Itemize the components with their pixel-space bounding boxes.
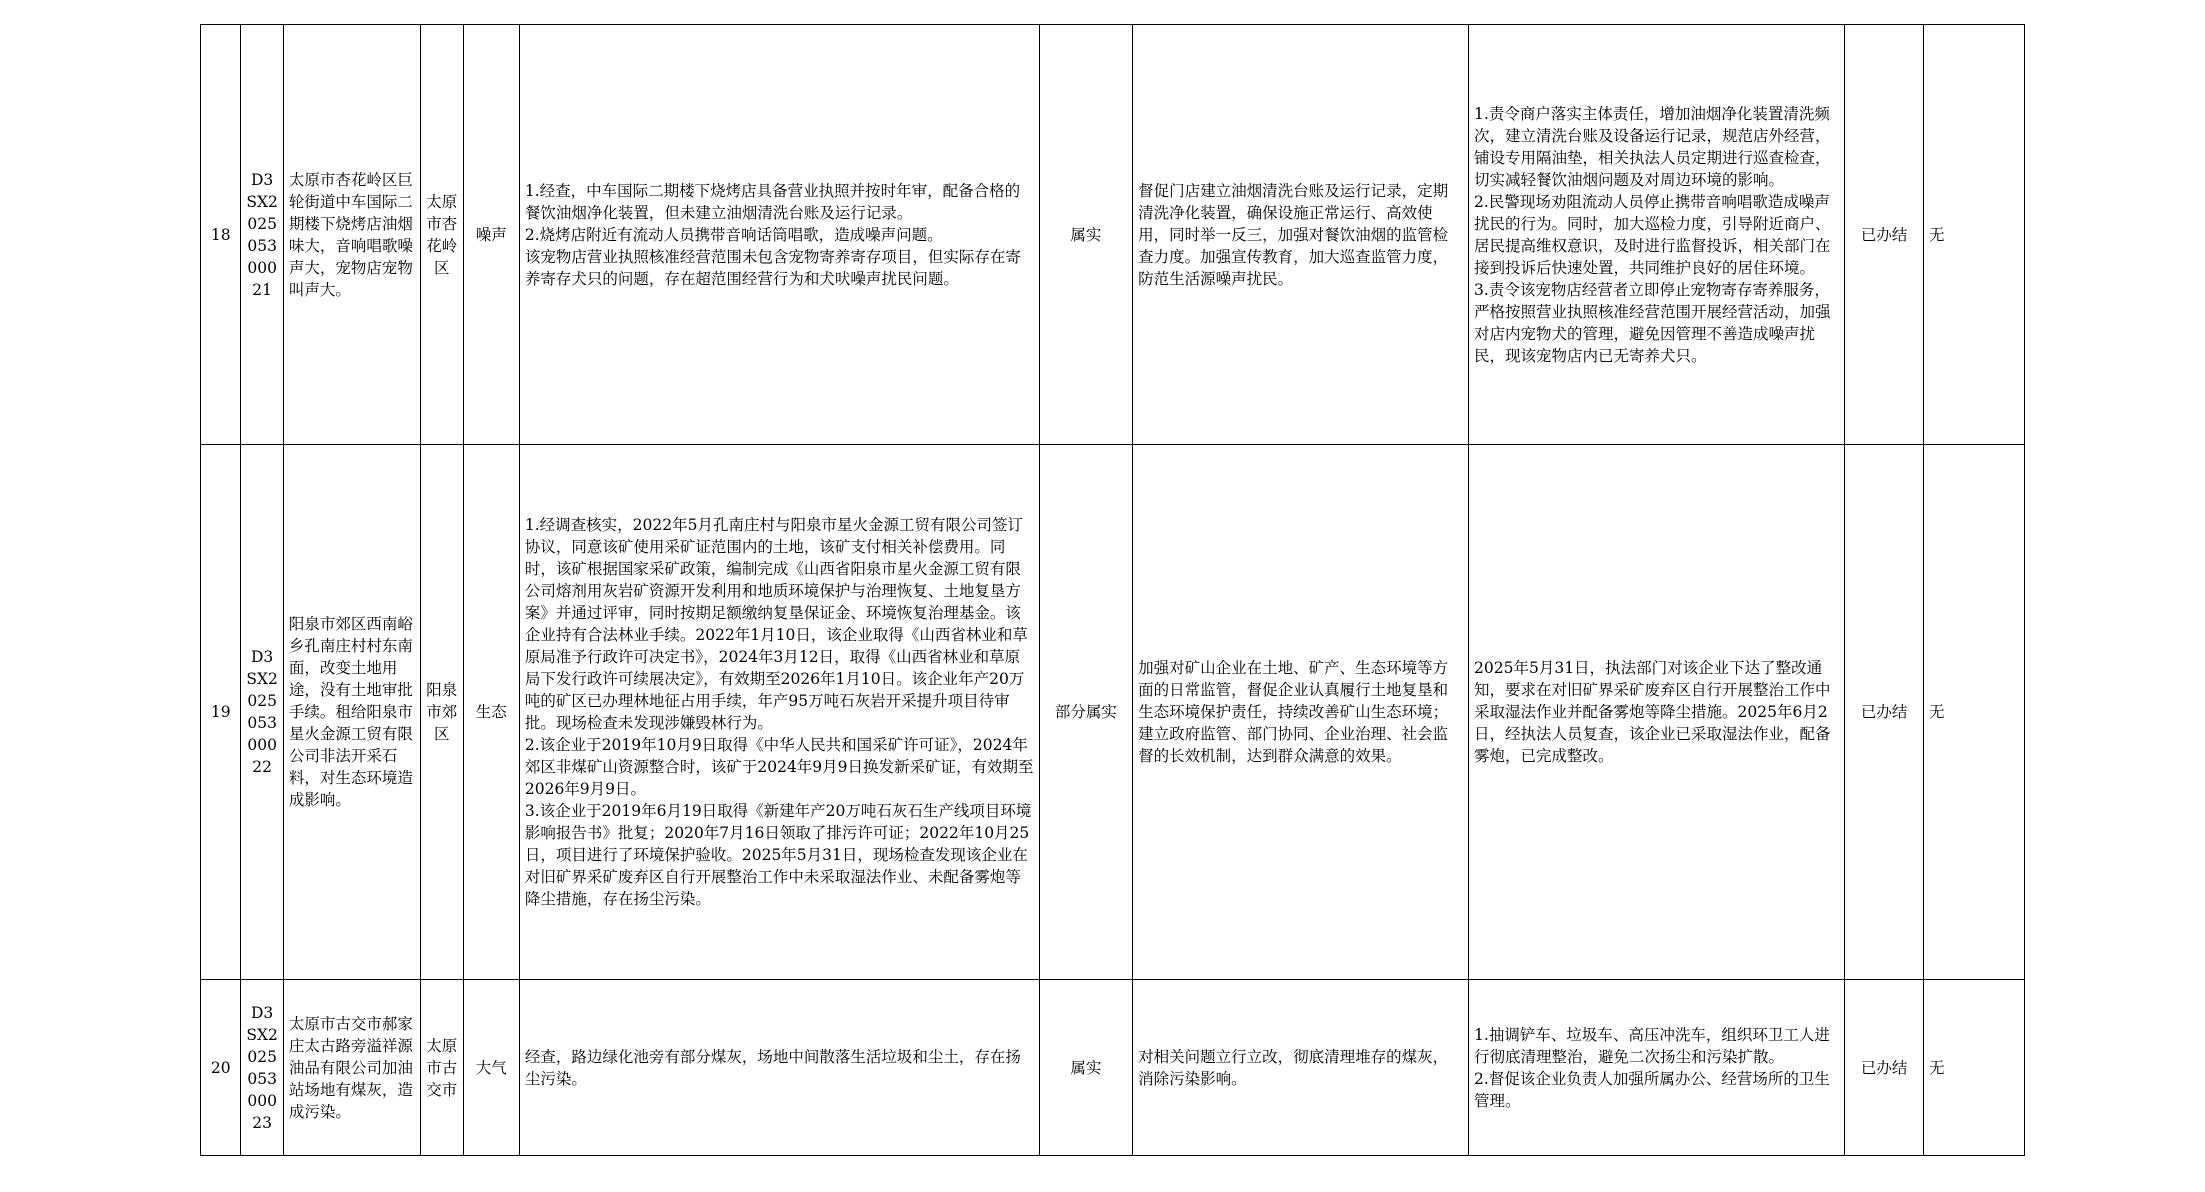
findings-paragraph: 该宠物店营业执照核准经营范围未包含宠物寄养寄存项目，但实际存在寄养寄存犬只的问题，存在超范围经营行为和犬吠噪声扰民问题。: [524, 247, 1021, 288]
district-cell: 阳泉市郊区: [421, 445, 464, 980]
findings-paragraph: 3.该企业于2019年6月19日取得《新建年产20万吨石灰石生产线项目环境影响报告书》批复；2020年7月16日领取了排污许可证；2022年10月25日，项目进行了环境保护验收。2025年5月31日，现场检查发现该企业在对旧矿界采矿废弃区自行开展整治工作中未采取湿法作业、未配备雾炮等降尘措施，存在扬尘污染。: [524, 802, 1032, 908]
case-code-cell: D3SX202505300022: [241, 445, 284, 980]
category-cell: 噪声: [463, 25, 519, 445]
rectification-cell: [1469, 980, 1845, 1156]
case-code-cell: D3SX202505300023: [241, 980, 284, 1156]
seq-cell: 18: [201, 25, 241, 445]
rectification-paragraph: 1.抽调铲车、垃圾车、高压冲洗车，组织环卫工人进行彻底清理整治，避免二次扬尘和污染扩散。: [1474, 1025, 1830, 1066]
complaint-table: [200, 24, 2025, 1156]
status-cell: 已办结: [1845, 25, 1924, 445]
rectification-paragraph: 2.民警现场劝阻流动人员停止携带音响唱歌造成噪声扰民的行为。同时，加大巡检力度，引导附近商户、居民提高维权意识，及时进行监督投诉，相关部门在接到投诉后快速处置，共同维护良好的居住环境。: [1474, 192, 1831, 277]
findings-cell: [519, 445, 1039, 980]
verdict-cell: 部分属实: [1039, 445, 1133, 980]
measures-cell: [1133, 980, 1469, 1156]
findings-paragraph: 1.经调查核实，2022年5月孔南庄村与阳泉市星火金源工贸有限公司签订协议，同意该矿使用采矿证范围内的土地，该矿支付相关补偿费用。同时，该矿根据国家采矿政策，编制完成《山西省阳泉市星火金源工贸有限公司熔剂用灰岩矿资源开发利用和地质环境保护与治理恢复、土地复垦方案》并通过评审，同时按期足额缴纳复垦保证金、环境恢复治理基金。该企业持有合法林业手续。2022年1月10日，该企业取得《山西省林业和草原局准予行政许可决定书》，2024年3月12日，取得《山西省林业和草原局下发行政许可续展决定》，有效期至2026年1月10日。该企业年产20万吨的矿区已办理林地征占用手续，年产95万吨石灰岩开采提升项目待审批。现场检查未发现涉嫌毁林行为。: [524, 516, 1028, 732]
rectification-paragraph: 1.责令商户落实主体责任，增加油烟净化装置清洗频次，建立清洗台账及设备运行记录，规范店外经营，铺设专用隔油垫，相关执法人员定期进行巡查检查，切实减轻餐饮油烟问题及对周边环境的影响。: [1474, 104, 1831, 189]
findings-paragraph: 经查，路边绿化池旁有部分煤灰，场地中间散落生活垃圾和尘土，存在扬尘污染。: [524, 1047, 1021, 1088]
complaint-cell: 阳泉市郊区西南峪乡孔南庄村村东南面，改变土地用途，没有土地审批手续。租给阳泉市星火金源工贸有限公司非法开采石料，对生态环境造成影响。: [283, 445, 420, 980]
findings-paragraph: 1.经查，中车国际二期楼下烧烤店具备营业执照并按时年审，配备合格的餐饮油烟净化装置，但未建立油烟清洗台账及运行记录。: [524, 181, 1021, 222]
measures-cell: [1133, 445, 1469, 980]
rectification-paragraph: 3.责令该宠物店经营者立即停止宠物寄存寄养服务，严格按照营业执照核准经营范围开展经营活动，加强对店内宠物犬的管理，避免因管理不善造成噪声扰民，现该宠物店内已无寄养犬只。: [1474, 280, 1831, 365]
case-code-cell: D3SX202505300021: [241, 25, 284, 445]
complaint-cell: 太原市杏花岭区巨轮街道中车国际二期楼下烧烤店油烟味大，音响唱歌噪声大，宠物店宠物叫声大。: [283, 25, 420, 445]
findings-cell: [519, 980, 1039, 1156]
seq-cell: 20: [201, 980, 241, 1156]
verdict-cell: 属实: [1039, 25, 1133, 445]
rectification-paragraph: 2.督促该企业负责人加强所属办公、经营场所的卫生管理。: [1474, 1069, 1830, 1110]
district-cell: 太原市古交市: [421, 980, 464, 1156]
report-sheet: [200, 24, 2025, 1156]
measures-paragraph: 督促门店建立油烟清洗台账及运行记录，定期清洗净化装置，确保设施正常运行、高效使用，同时举一反三，加强对餐饮油烟的监管检查力度。加强宣传教育，加大巡查监管力度，防范生活源噪声扰民。: [1138, 181, 1449, 288]
status-cell: 已办结: [1845, 445, 1924, 980]
findings-paragraph: 2.该企业于2019年10月9日取得《中华人民共和国采矿许可证》，2024年郊区非煤矿山资源整合时，该矿于2024年9月9日换发新采矿证，有效期至2026年9月9日。: [524, 736, 1034, 798]
accountability-cell: 无: [1923, 980, 2024, 1156]
complaint-cell: 太原市古交市郝家庄太古路旁溢祥源油品有限公司加油站场地有煤灰，造成污染。: [283, 980, 420, 1156]
measures-paragraph: 加强对矿山企业在土地、矿产、生态环境等方面的日常监管，督促企业认真履行土地复垦和生态环境保护责任，持续改善矿山生态环境；建立政府监管、部门协同、企业治理、社会监督的长效机制，达到群众满意的效果。: [1138, 659, 1449, 765]
rectification-paragraph: 2025年5月31日，执法部门对该企业下达了整改通知，要求在对旧矿界采矿废弃区自行开展整治工作中采取湿法作业并配备雾炮等降尘措施。2025年6月2日，经执法人员复查，该企业已采取湿法作业，配备雾炮，已完成整改。: [1474, 659, 1831, 765]
rectification-cell: [1469, 25, 1845, 445]
category-cell: 大气: [463, 980, 519, 1156]
findings-cell: [519, 25, 1039, 445]
rectification-cell: [1469, 445, 1845, 980]
category-cell: 生态: [463, 445, 519, 980]
measures-cell: [1133, 25, 1469, 445]
findings-paragraph: 2.烧烤店附近有流动人员携带音响话筒唱歌，造成噪声问题。: [524, 225, 943, 244]
status-cell: 已办结: [1845, 980, 1924, 1156]
accountability-cell: 无: [1923, 25, 2024, 445]
measures-paragraph: 对相关问题立行立改，彻底清理堆存的煤灰，消除污染影响。: [1138, 1047, 1449, 1088]
table-row: [201, 25, 2025, 445]
seq-cell: 19: [201, 445, 241, 980]
table-row: [201, 980, 2025, 1156]
district-cell: 太原市杏花岭区: [421, 25, 464, 445]
verdict-cell: 属实: [1039, 980, 1133, 1156]
accountability-cell: 无: [1923, 445, 2024, 980]
table-row: [201, 445, 2025, 980]
